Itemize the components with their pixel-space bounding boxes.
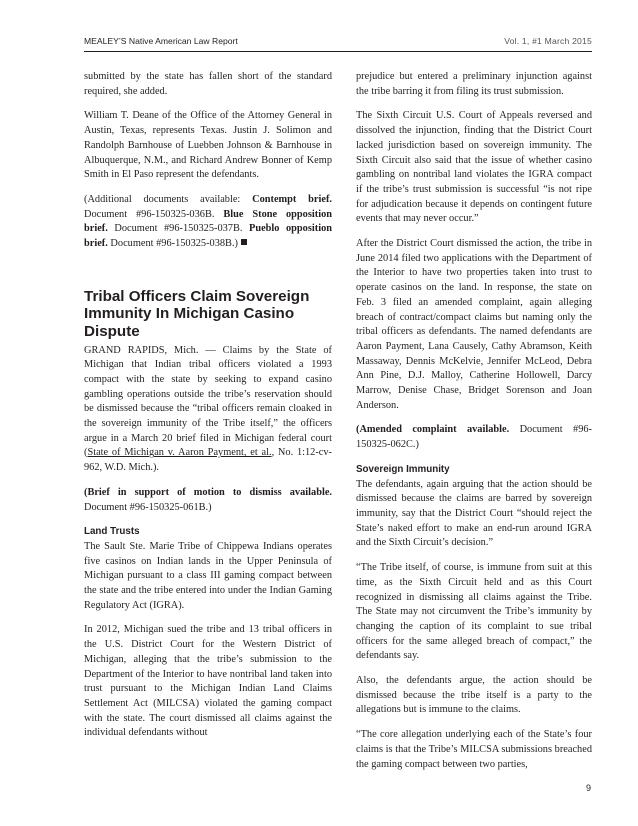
document-link[interactable]: Blue Stone opposition brief.: [84, 208, 333, 235]
issue-info: Vol. 1, #1 March 2015: [504, 36, 592, 46]
brief-available-note: (Brief in support of motion to dismiss available. Document #96-150325-061B.): [84, 486, 332, 513]
article-title: Tribal Officers Claim Sovereign Immunity In Michigan Casino Dispute: [84, 287, 310, 340]
paragraph: prejudice but entered a preliminary injunction against the tribe barring it from filing its trust submission.: [356, 71, 592, 97]
document-link[interactable]: (Brief in support of motion to dismiss available.: [84, 486, 332, 498]
left-column: [84, 70, 332, 741]
paragraph: “The Tribe itself, of course, is immune from suit at this time, as the Sixth Circuit held and as this Court recognized in dismissing all claims against the Tribe. The State may not circumvent the Tribe’s immunity by changing the caption of its complaint to sue tribal officers for the same alleged breach of compact,” the defendants say.: [356, 562, 592, 662]
case-citation: State of Michigan v. Aaron Payment, et al.: [87, 447, 272, 459]
documents-available-note: (Additional documents available: Contempt brief. Document #96-150325-036B. Blue Stone opposition brief. Document #96-150325-037B. Pueblo opposition brief. Document #96-150325-038B.): [84, 193, 333, 250]
page-number: 9: [586, 783, 592, 793]
paragraph: After the District Court dismissed the action, the tribe in June 2014 filed two applications with the Department of the Interior to have two properties taken into trust to operate casinos on the land. In response, the state on Feb. 3 filed an amended complaint, again alleging breach of contract/compact claims but naming only the tribal officers as defendants. The named defendants are Aaron Payment, Lana Causely, Cathy Abramson, Keith Massaway, Dennis McKelvie, Jennifer McLeod, Debra Ann Pine, D.J. Malloy, Catherine Hollowell, Darcy Marrow, Denise Chase, Bridget Sorenson and Joan Anderson.: [356, 238, 592, 411]
paragraph: “The core allegation underlying each of the State’s four claims is that the Tribe’s MILCSA submissions breached the gaming compact between two parties,: [356, 729, 592, 770]
document-link[interactable]: Pueblo opposition brief.: [84, 223, 332, 250]
paragraph: submitted by the state has fallen short of the standard required, she added.: [84, 71, 332, 97]
paragraph: The Sixth Circuit U.S. Court of Appeals reversed and dissolved the injunction, finding that the District Court lacked jurisdiction based on sovereign immunity. The Sixth Circuit also said that the issue of whether casino gambling on nontribal land violates the IGRA compact if the tribe’s trust submission is successful “is not ripe for adjudication because it depends on contingent future events that may never occur.”: [356, 110, 592, 225]
document-link[interactable]: (Amended complaint available.: [356, 424, 510, 436]
dateline: GRAND RAPIDS, Mich. —: [84, 344, 223, 356]
amended-complaint-note: (Amended complaint available. Document #96-150325-062C.): [356, 424, 592, 451]
subhead-land-trusts: Land Trusts: [84, 526, 140, 538]
subhead-sovereign-immunity: Sovereign Immunity: [356, 463, 450, 475]
paragraph: The defendants, again arguing that the action should be dismissed because the claims are barred by sovereign immunity, say that the District Court “should reject the State’s naked effort to make an end-run around IGRA and the Sixth Circuit’s decision.”: [356, 478, 592, 549]
header-rule: [84, 51, 592, 52]
paragraph: William T. Deane of the Office of the Attorney General in Austin, Texas, represents Texas. Justin J. Solimon and Randolph Barnhouse of Luebben Johnson & Barnhouse in Albuquerque, N.M., and Richard Andrew Bonner of Kemp Smith in El Paso represent the defendants.: [84, 110, 332, 181]
paragraph: Also, the defendants argue, the action should be dismissed because the tribe itself is a party to the allegations but is immune to the claims.: [356, 675, 592, 716]
running-header: [84, 36, 592, 50]
paragraph: The Sault Ste. Marie Tribe of Chippewa Indians operates five casinos on Indian lands in the Upper Peninsula of Michigan pursuant to a class III gaming compact between the state and the tribe entered into under the Indian Gaming Regulatory Act (IGRA).: [84, 540, 332, 611]
document-link[interactable]: Contempt brief.: [252, 193, 332, 205]
lead-paragraph: GRAND RAPIDS, Mich. — Claims by the State of Michigan that Indian tribal officers violated a 1993 compact with the state by seeking to expand casino gambling operations outside the tribe’s reservation should be dismissed because the “tribal officers remain cloaked in the sovereign immunity of the Tribe itself,” the officers argue in a March 20 brief filed in Michigan federal court (State of Michigan v. Aaron Payment, et al., No. 1:12-cv-962, W.D. Mich.).: [84, 344, 333, 474]
publication-title: MEALEY’S Native American Law Report: [84, 36, 238, 46]
paragraph: In 2012, Michigan sued the tribe and 13 tribal officers in the U.S. District Court for the Western District of Michigan, alleging that the tribe’s submission to the Department of the Interior to have nontribal land taken into trust pursuant to the Michigan Indian Land Claims Settlement Act (MILCSA) violated the gaming compact with the state. The court dismissed all claims against the individual defendants without: [84, 624, 332, 739]
right-column: [356, 70, 592, 772]
end-of-article-icon: [241, 239, 247, 245]
